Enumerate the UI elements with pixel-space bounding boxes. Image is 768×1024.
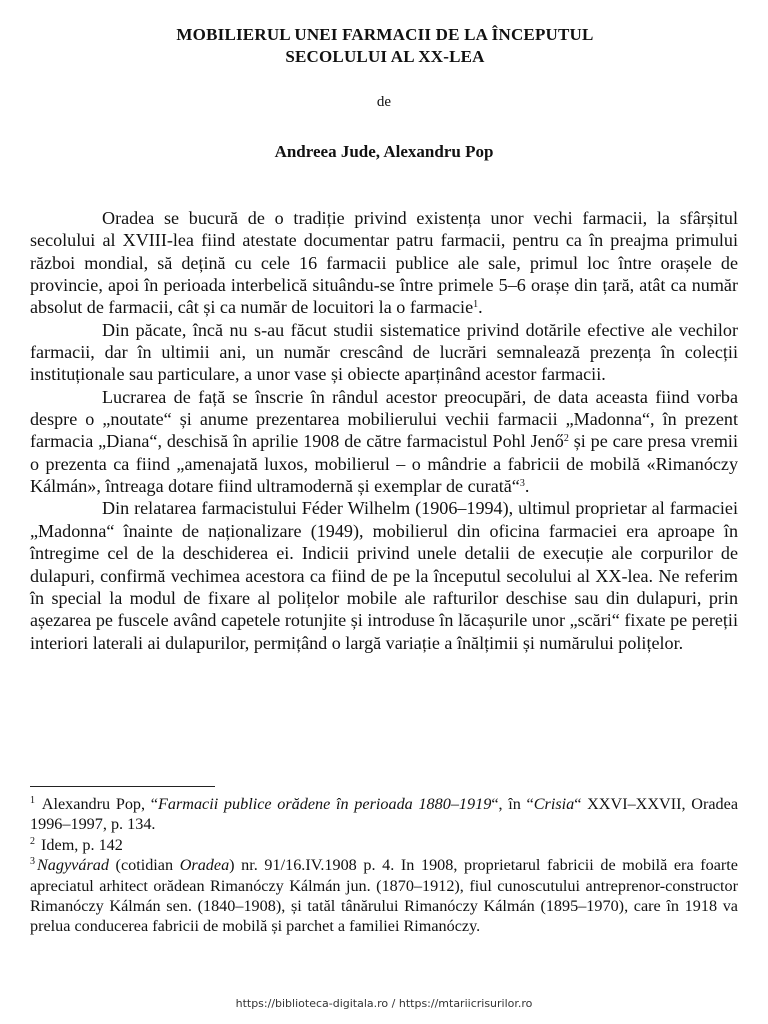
footnote-ref-1: 1 bbox=[473, 299, 479, 311]
source-footer: https://biblioteca-digitala.ro / https://mtariicrisurilor.ro bbox=[235, 997, 533, 1010]
paragraph-1-text: Oradea se bucură de o tradiție privind existența unor vechi farmacii, la sfârșitul secolului al XVIII-lea fiind atestate documentar patru farmacii, pentru ca în preajma primului război mondial, să dețină cu cele 16 farmacii publice ale sale, primul loc între orașele de provincie, apoi în perioada interbelică situându-se între primele 5–6 orașe din țară, atât ca număr absolut de farmacii, cât și ca număr de locuitori la o farmacie bbox=[30, 208, 738, 318]
footnote-1 bbox=[30, 794, 738, 835]
byline: de bbox=[376, 94, 392, 110]
footnote-3-italic-newspaper: Nagyvárad bbox=[37, 856, 109, 875]
footnote-2-number: 2 bbox=[30, 835, 35, 847]
footnote-1-italic-journal: Crisia bbox=[533, 795, 575, 813]
authors: Andreea Jude, Alexandru Pop bbox=[274, 142, 494, 161]
paragraph-3-text-b: și pe care presa vremii o prezenta ca fiind „amenajată luxos, mobilierul – o mândrie a fabricii de mobilă «Rimanóczy Kálmán», întreaga dotare fiind ultramodernă și exemplar de curată“ bbox=[30, 431, 738, 497]
footnote-3 bbox=[30, 855, 738, 937]
title-line-1: MOBILIERUL UNEI FARMACII DE LA ÎNCEPUTUL bbox=[176, 25, 594, 44]
paragraph-3-end: . bbox=[524, 476, 530, 497]
footnote-3-text-a: (cotidian bbox=[108, 856, 180, 875]
footnote-2-text: Idem, p. 142 bbox=[37, 835, 123, 854]
footnote-ref-2: 2 bbox=[563, 433, 569, 445]
paragraph-4: Din relatarea farmacistului Féder Wilhelm (1906–1994), ultimul proprietar al farmaciei „Madonna“ înainte de naționalizare (1949), mobilierul din oficina farmaciei era aproape în întregime cel de la deschiderea ei. Indicii privind unele detalii de execuție ale corpurilor de dulapuri, confirmă vechimea acestora ca fiind de pe la începutul secolului al XX-lea. Ne referim în special la modul de fixare al polițelor mobile ale rafturilor deschise sau din dulapuri, prin așezarea pe fuscele având capetele rotunjite și introduse în lăcașurile unor „scări“ fixate pe pereții interiori laterali ai dulapurilor, permițând o largă variație a înălțimii și numărului polițelor. bbox=[30, 498, 738, 653]
footnote-3-italic-city: Oradea bbox=[179, 856, 230, 875]
paragraph-1 bbox=[30, 207, 738, 319]
footnote-ref-3: 3 bbox=[519, 478, 525, 490]
footnote-3-text-b: ) nr. 91/16.IV.1908 p. 4. In 1908, proprietarul fabricii de mobilă era foarte apreciatul arhitect orădean Rimanóczy Kálmán jun. (1870–1912), fiul cunoscutului antreprenor-constructor Rimanóczy Kálmán sen. (1840–1908), și tatăl tânărului Rimanóczy Kálmán (1895–1970), care în 1918 va prelua conducerea fabricii de mobilă și parchet a familiei Rimanóczy. bbox=[30, 856, 738, 936]
footnote-1-text-c: “ XXVI–XXVII, Oradea 1996–1997, p. 134. bbox=[30, 795, 739, 834]
footnote-1-italic-title: Farmacii publice orădene în perioada 1880–1919 bbox=[157, 795, 492, 813]
article-title bbox=[60, 24, 710, 68]
article-body bbox=[30, 207, 738, 654]
paragraph-2: Din păcate, încă nu s-au făcut studii sistematice privind dotările efective ale vechilor farmacii, dar în ultimii ani, un număr crescând de lucrări semnalează prezența în colecții instituționale sau particulare, a unor vase și obiecte aparținând acestor farmacii. bbox=[30, 319, 738, 385]
paragraph-3 bbox=[30, 386, 738, 498]
footnote-3-number: 3 bbox=[30, 856, 35, 868]
footnote-2 bbox=[30, 835, 738, 855]
footnote-1-text-b: “, în “ bbox=[491, 795, 534, 813]
paragraph-3-text-a: Lucrarea de față se înscrie în rândul acestor preocupări, de data aceasta fiind vorba despre o „noutate“ și anume prezentarea mobilierului vechii farmacii „Madonna“, în prezent farmacia „Diana“, deschisă în aprilie 1908 de către farmacistul Pohl Jenő bbox=[30, 386, 738, 452]
title-line-2: SECOLULUI AL XX-LEA bbox=[285, 47, 485, 66]
footnotes bbox=[30, 794, 738, 937]
footnote-1-number: 1 bbox=[30, 795, 35, 806]
footnote-separator bbox=[30, 786, 215, 787]
footnote-1-text-a: Alexandru Pop, “ bbox=[37, 795, 158, 813]
paragraph-1-end: . bbox=[478, 297, 483, 318]
